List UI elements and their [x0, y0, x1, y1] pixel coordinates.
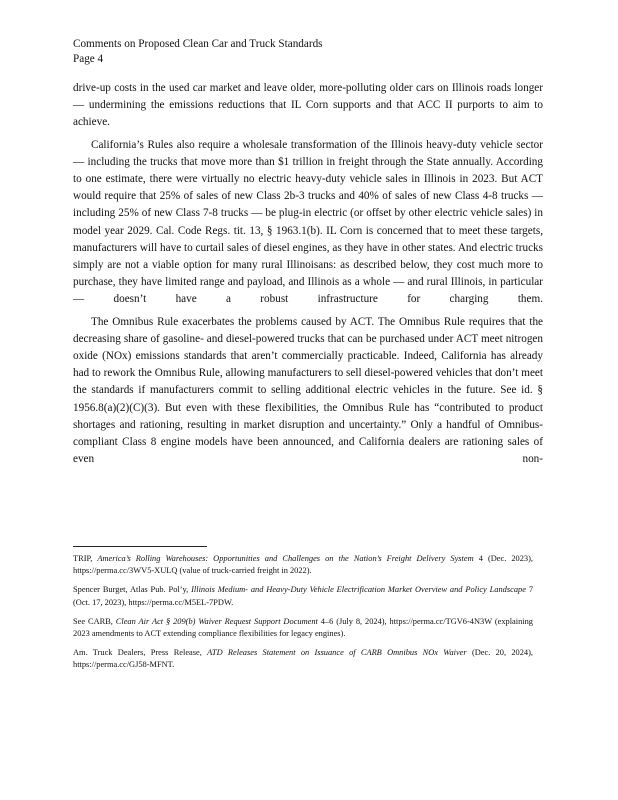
footnote-text-pre: TRIP,: [73, 554, 98, 563]
header-title: Comments on Proposed Clean Car and Truck Standards: [73, 38, 323, 50]
paragraph: The Omnibus Rule exacerbates the problems caused by ACT. The Omnibus Rule requires that the decreasing share of gasoline- and diesel-powered trucks that can be purchased under ACT meet nitrogen oxide (NOx) emissions standards that aren’t commercially practicable. Indeed, California has already had to rework the Omnibus Rule, allowing manufacturers to sell diesel-powered vehicles that don’t meet the standards if manufacturers commit to selling additional electric vehicles in the future. See id. § 1956.8(a)(2)(C)(3). But even with these flexibilities, the Omnibus Rule has “contributed to product shortages and rationing, resulting in market disruption and uncertainty.” Only a handful of Omnibus-compliant Class 8 engine models have been announced, and California dealers are rationing sales of even non-: [73, 315, 543, 466]
footnote-text-pre: Spencer Burget, Atlas Pub. Pol’y,: [73, 585, 192, 595]
footnote: [73, 553, 533, 577]
body-text: [73, 80, 543, 473]
footnote-text-post: (Dec. 20, 2024), https://perma.cc/GJ58-MFNT.: [73, 648, 533, 670]
footnote: [73, 616, 533, 640]
page-header: [73, 37, 323, 66]
footnote: [73, 647, 533, 671]
footnote-title: Clean Air Act § 209(b) Waiver Request Support Document: [115, 616, 318, 626]
footnote-text-post: 7 (Oct. 17, 2023), https://perma.cc/M5EL-7PDW.: [73, 585, 533, 607]
footnote-text-pre: See CARB,: [73, 616, 116, 626]
footnote-text-post: 4 (Dec. 2023), https://perma.cc/3WV5-XULQ (value of truck-carried freight in 2022).: [73, 554, 534, 576]
footnote-divider: [73, 546, 207, 547]
header-page-number: Page 4: [73, 52, 104, 65]
footnote-text-pre: Am. Truck Dealers, Press Release,: [73, 648, 208, 658]
footnote-title: America’s Rolling Warehouses: Opportunities and Challenges on the Nation’s Freight Delivery System: [97, 554, 474, 563]
footnote: [73, 584, 533, 608]
footnote-title: ATD Releases Statement on Issuance of CARB Omnibus NOx Waiver: [207, 648, 467, 658]
paragraph: drive-up costs in the used car market and leave older, more-polluting older cars on Illinois roads longer — undermining the emissions reductions that IL Corn supports and that ACC II purports to aim to achieve.: [73, 82, 543, 129]
footnote-title: Illinois Medium- and Heavy-Duty Vehicle Electrification Market Overview and Policy Landscape: [191, 585, 526, 595]
footnotes: [73, 553, 533, 679]
paragraph: California’s Rules also require a wholesale transformation of the Illinois heavy-duty vehicle sector — including the trucks that move more than $1 trillion in freight through the State annually. According to one estimate, there were virtually no electric heavy-duty vehicle sales in Illinois in 2023. But ACT would require that 25% of sales of new Class 2b-3 trucks and 40% of sales of new Class 4-8 trucks — including 25% of new Class 7-8 trucks — be plug-in electric (or offset by other electric vehicle sales) in model year 2029. Cal. Code Regs. tit. 13, § 1963.1(b). IL Corn is concerned that to meet these targets, manufacturers will have to curtail sales of diesel engines, as they have in other states. And electric trucks simply are not a viable option for many rural Illinoisans: as described below, they cost much more to purchase, they have limited range and payload, and Illinois as a whole — and rural Illinois, in particular — doesn’t have a robust infrastructure for charging them.: [73, 138, 543, 306]
footnote-text-post: 4–6 (July 8, 2024), https://perma.cc/TGV6-4N3W (explaining 2023 amendments to ACT extending compliance flexibilities for legacy engines).: [73, 616, 533, 639]
